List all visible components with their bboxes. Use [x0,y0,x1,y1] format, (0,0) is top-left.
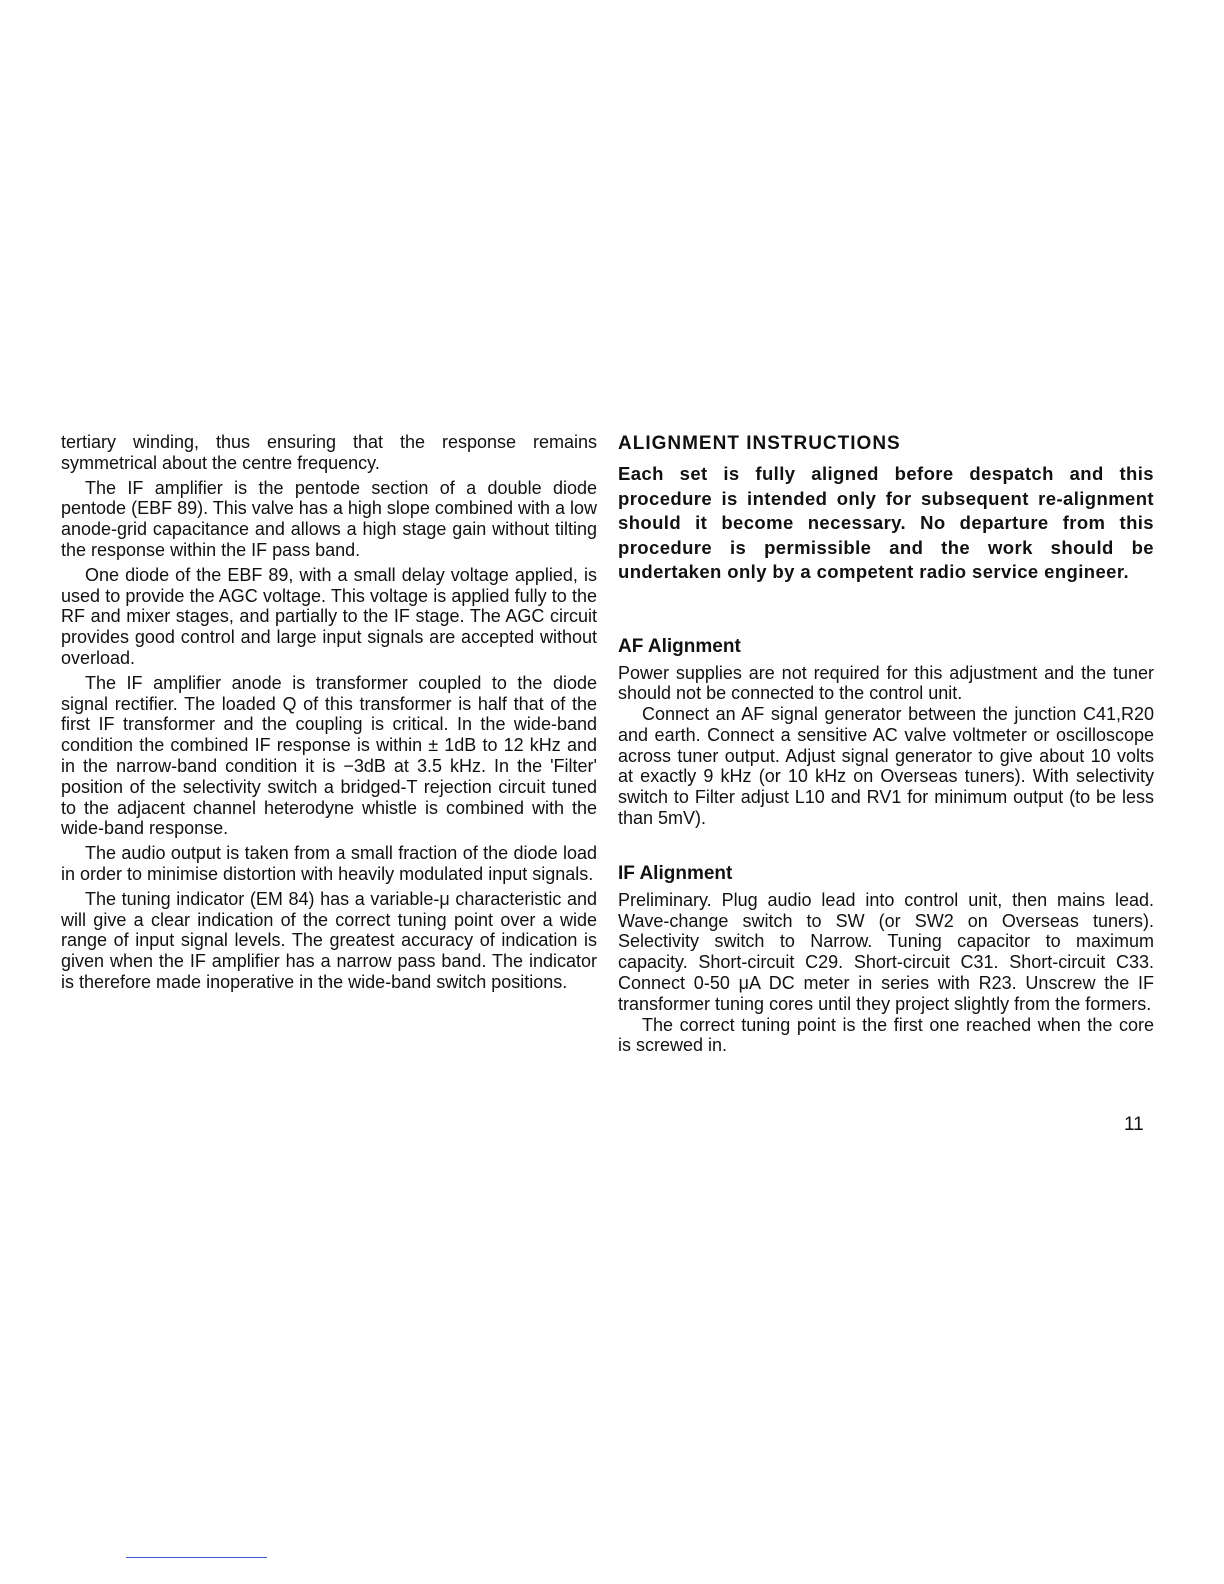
body-paragraph: One diode of the EBF 89, with a small delay voltage applied, is used to provide the AGC voltage. This voltage is applied fully to the RF and mixer stages, and partially to the IF stage. The AGC circuit provides good control and large input signals are accepted without overload. [61,564,597,668]
alignment-heading: ALIGNMENT INSTRUCTIONS [618,433,901,454]
right-column [618,432,1154,1056]
left-column [61,432,597,993]
if-paragraph: The correct tuning point is the first one reached when the core is screwed in. [618,1014,1154,1056]
footer-rule [126,1557,267,1558]
af-alignment-heading: AF Alignment [618,635,741,657]
alignment-intro: Each set is fully aligned before despatch and this procedure is intended only for subsequent re-alignment should it become necessary. No departure from this procedure is permissible and the work should be undertaken only by a competent radio service engineer. [618,463,1154,582]
if-paragraph: Preliminary. Plug audio lead into control unit, then mains lead. Wave-change switch to SW (or SW2 on Overseas tuners). Selectivity switch to Narrow. Tuning capacitor to maximum capacity. Short-circuit C29. Short-circuit C31. Short-circuit C33. Connect 0-50 μA DC meter in series with R23. Unscrew the IF transformer tuning cores until they project slightly from the formers. [618,889,1154,1014]
if-alignment-heading: IF Alignment [618,862,733,884]
af-paragraph: Power supplies are not required for this adjustment and the tuner should not be connected to the control unit. [618,662,1154,704]
body-paragraph: The IF amplifier is the pentode section of a double diode pentode (EBF 89). This valve has a high slope combined with a low anode-grid capacitance and allows a high stage gain without tilting the response within the IF pass band. [61,477,597,560]
af-paragraph: Connect an AF signal generator between the junction C41,R20 and earth. Connect a sensitive AC valve voltmeter or oscilloscope across tuner output. Adjust signal generator to give about 10 volts at exactly 9 kHz (or 10 kHz on Overseas tuners). With selectivity switch to Filter adjust L10 and RV1 for minimum output (to be less than 5mV). [618,704,1154,829]
body-paragraph: The audio output is taken from a small fraction of the diode load in order to minimise distortion with heavily modulated input signals. [61,843,597,884]
body-paragraph: The IF amplifier anode is transformer coupled to the diode signal rectifier. The loaded Q of this transformer is half that of the first IF transformer and the coupling is critical. In the wide-band condition the combined IF response is within ± 1dB to 12 kHz and in the narrow-band condition it is −3dB at 3.5 kHz. In the 'Filter' position of the selectivity switch a bridged-T rejection circuit tuned to the adjacent channel heterodyne whistle is combined with the wide-band response. [61,672,597,839]
body-paragraph: The tuning indicator (EM 84) has a variable-μ characteristic and will give a clear indication of the correct tuning point over a wide range of input signal levels. The greatest accuracy of indication is given when the IF amplifier has a narrow pass band. The indicator is therefore made inoperative in the wide-band switch positions. [61,888,597,992]
body-paragraph: tertiary winding, thus ensuring that the response remains symmetrical about the centre frequency. [61,432,597,473]
page-number: 11 [1124,1114,1144,1135]
